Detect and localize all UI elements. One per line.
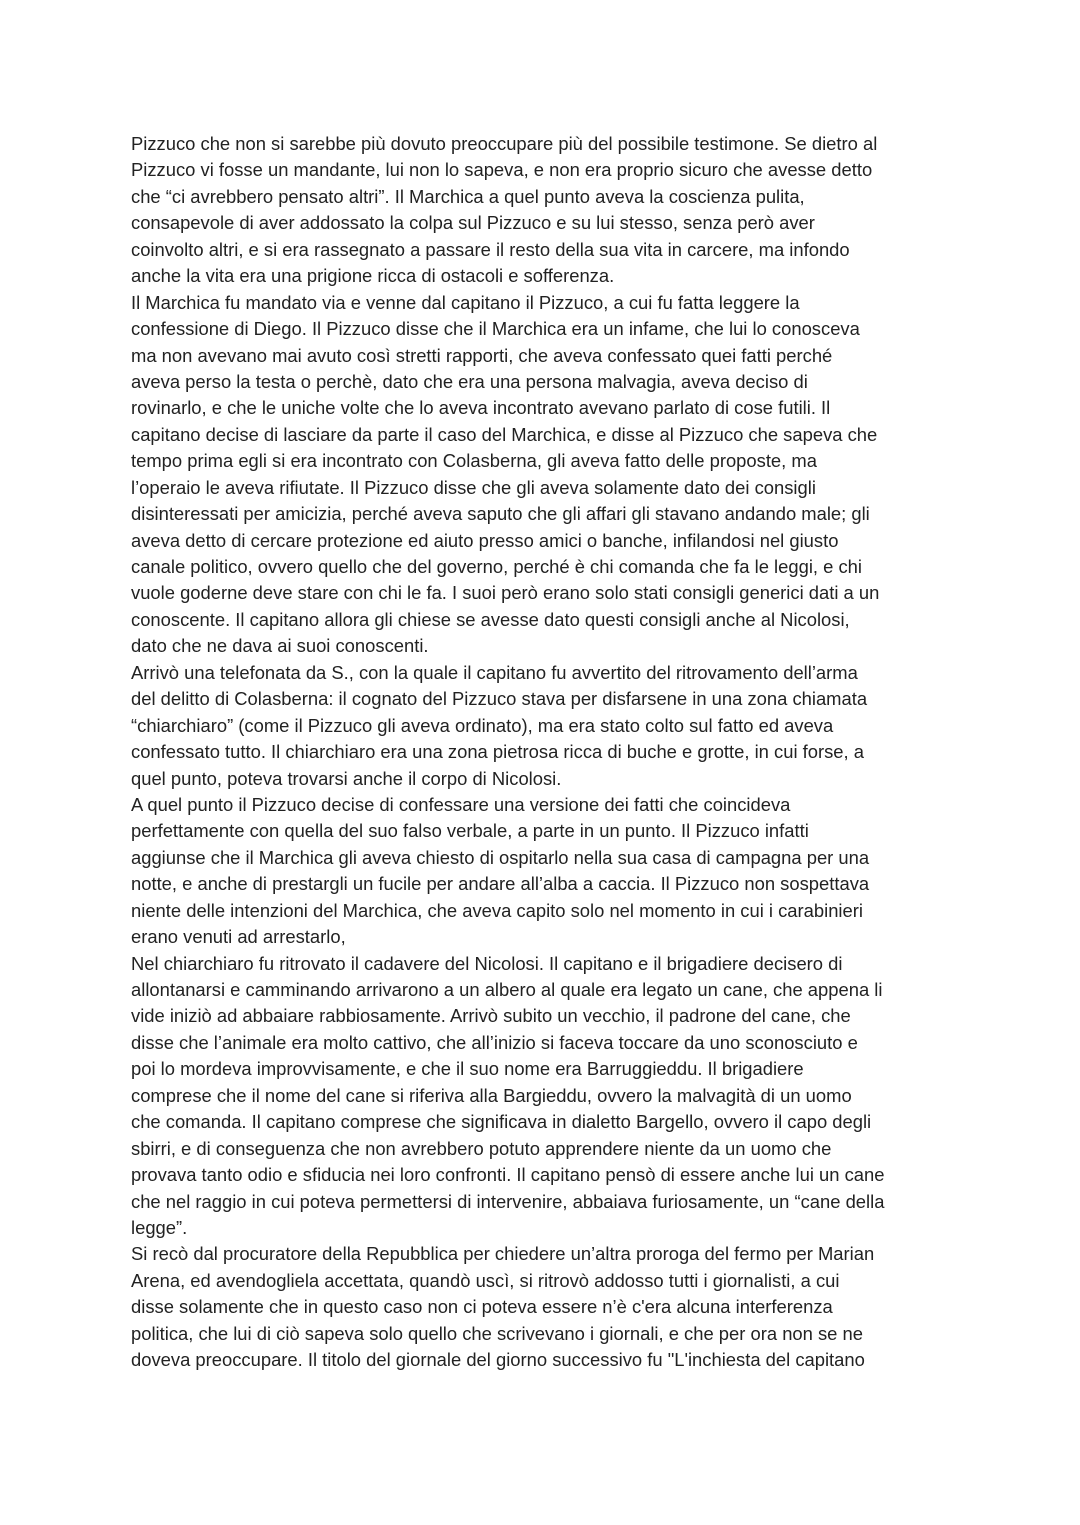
- text-line: rovinarlo, e che le uniche volte che lo aveva incontrato avevano parlato di cose futili. Il: [131, 397, 831, 419]
- text-line: disinteressati per amicizia, perché aveva saputo che gli affari gli stavano andando male; gli: [131, 503, 870, 525]
- text-line: aggiunse che il Marchica gli aveva chiesto di ospitarlo nella sua casa di campagna per una: [131, 846, 870, 868]
- text-line: disse che l’animale era molto cattivo, che all’inizio si faceva toccare da uno sconosciuto e: [131, 1031, 858, 1053]
- text-line: vide iniziò ad abbaiare rabbiosamente. Arrivò subito un vecchio, il padrone del cane, che: [131, 1005, 851, 1027]
- text-line: tempo prima egli si era incontrato con Colasberna, gli aveva fatto delle proposte, ma: [131, 450, 817, 472]
- text-line: che nel raggio in cui poteva permettersi di intervenire, abbaiava furiosamente, un “cane della: [131, 1190, 885, 1212]
- text-line: capitano decise di lasciare da parte il caso del Marchica, e disse al Pizzuco che sapeva che: [131, 423, 878, 445]
- text-line: Arena, ed avendogliela accettata, quandò uscì, si ritrovò addosso tutti i giornalisti, a cui: [131, 1269, 840, 1291]
- text-line: canale politico, ovvero quello che del governo, perché è chi comanda che fa le leggi, e chi: [131, 556, 862, 577]
- text-line: provava tanto odio e sfiducia nei loro confronti. Il capitano pensò di essere anche lui un cane: [131, 1164, 885, 1186]
- text-line: politica, che lui di ciò sapeva solo quello che scrivevano i giornali, e che per ora non se ne: [131, 1322, 863, 1344]
- text-line: ma non avevano mai avuto così stretti rapporti, che aveva confessato quei fatti perché: [131, 344, 833, 366]
- text-line: aveva detto di cercare protezione ed aiuto presso amici o banche, infilandosi nel giusto: [131, 529, 839, 551]
- text-line: Nel chiarchiaro fu ritrovato il cadavere del Nicolosi. Il capitano e il brigadiere decisero di: [131, 952, 843, 974]
- text-line: aveva perso la testa o perchè, dato che era una persona malvagia, aveva deciso di: [131, 370, 808, 392]
- text-line: Pizzuco vi fosse un mandante, lui non lo sapeva, e non era proprio sicuro che avesse detto: [131, 159, 873, 181]
- text-line: comprese che il nome del cane si riferiva alla Bargieddu, ovvero la malvagità di un uomo: [131, 1084, 852, 1106]
- text-line: sbirri, e di conseguenza che non avrebbero potuto apprendere niente da un uomo che: [131, 1137, 832, 1159]
- text-line: conoscente. Il capitano allora gli chiese se avesse dato questi consigli anche al Nicolosi,: [131, 608, 850, 630]
- text-line: Si recò dal procuratore della Repubblica per chiedere un’altra proroga del fermo per Marian: [131, 1243, 875, 1265]
- text-line: coinvolto altri, e si era rassegnato a passare il resto della sua vita in carcere, ma infondo: [131, 238, 850, 260]
- text-line: del delitto di Colasberna: il cognato del Pizzuco stava per disfarsene in una zona chiamata: [131, 688, 868, 710]
- text-line: che comanda. Il capitano comprese che significava in dialetto Bargello, ovvero il capo degli: [131, 1111, 872, 1133]
- text-line: allontanarsi e camminando arrivarono a un albero al quale era legato un cane, che appena li: [131, 979, 883, 1000]
- text-line: confessione di Diego. Il Pizzuco disse che il Marchica era un infame, che lui lo conosceva: [131, 318, 860, 340]
- text-line: confessato tutto. Il chiarchiaro era una zona pietrosa ricca di buche e grotte, in cui forse, a: [131, 741, 864, 763]
- text-line: anche la vita era una prigione ricca di ostacoli e sofferenza.: [131, 265, 615, 287]
- text-line: dato che ne dava ai suoi conoscenti.: [131, 635, 429, 657]
- text-line: niente delle intenzioni del Marchica, che aveva capito solo nel momento in cui i carabinieri: [131, 899, 863, 921]
- text-line: “chiarchiaro” (come il Pizzuco gli aveva ordinato), ma era stato colto sul fatto ed aveva: [131, 714, 834, 736]
- text-line: consapevole di aver addossato la colpa sul Pizzuco e su lui stesso, senza però aver: [131, 212, 815, 234]
- text-line: poi lo mordeva improvvisamente, e che il suo nome era Barruggieddu. Il brigadiere: [131, 1058, 804, 1080]
- text-line: disse solamente che in questo caso non ci poteva essere n’è c'era alcuna interferenza: [131, 1296, 833, 1318]
- text-line: quel punto, poteva trovarsi anche il corpo di Nicolosi.: [131, 767, 562, 789]
- text-line: Arrivò una telefonata da S., con la quale il capitano fu avvertito del ritrovamento dell’arma: [131, 661, 858, 683]
- text-line: l’operaio le aveva rifiutate. Il Pizzuco disse che gli aveva solamente dato dei consigli: [131, 476, 816, 498]
- text-line: Il Marchica fu mandato via e venne dal capitano il Pizzuco, a cui fu fatta leggere la: [131, 291, 800, 313]
- text-line: perfettamente con quella del suo falso verbale, a parte in un punto. Il Pizzuco infatti: [131, 820, 809, 842]
- body-text: [131, 131, 961, 1374]
- text-line: notte, e anche di prestargli un fucile per andare all’alba a caccia. Il Pizzuco non sospettava: [131, 873, 870, 895]
- text-line: Pizzuco che non si sarebbe più dovuto preoccupare più del possibile testimone. Se dietro al: [131, 133, 878, 154]
- text-line: vuole goderne deve stare con chi le fa. I suoi però erano solo stati consigli generici dati a un: [131, 582, 880, 604]
- text-line: legge”.: [131, 1216, 188, 1238]
- text-line: erano venuti ad arrestarlo,: [131, 926, 346, 948]
- text-line: che “ci avrebbero pensato altri”. Il Marchica a quel punto aveva la coscienza pulita,: [131, 185, 805, 207]
- text-line: A quel punto il Pizzuco decise di confessare una versione dei fatti che coincideva: [131, 793, 791, 815]
- text-line: doveva preoccupare. Il titolo del giornale del giorno successivo fu "L'inchiesta del capitano: [131, 1349, 865, 1371]
